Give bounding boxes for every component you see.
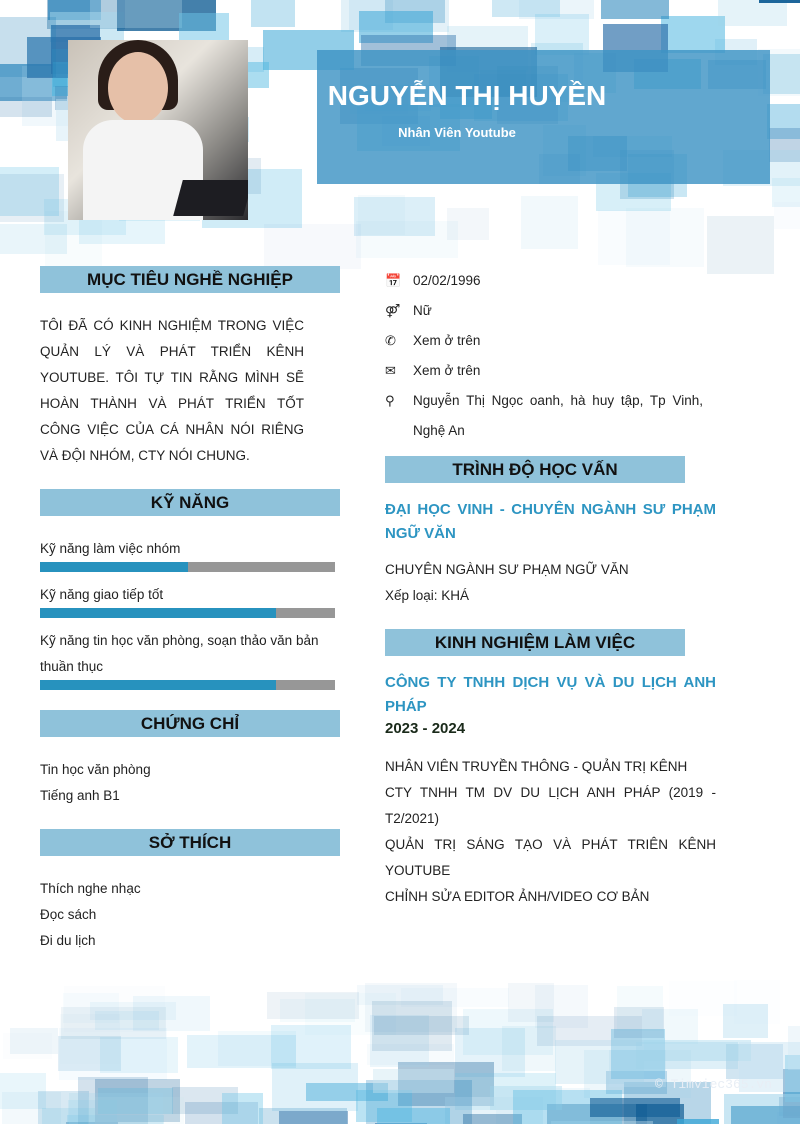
bg-tile <box>759 0 800 3</box>
bg-tile <box>0 97 52 117</box>
bg-tile <box>377 1108 450 1124</box>
bg-tile <box>280 999 355 1022</box>
experience-line: CTY TNHH TM DV DU LỊCH ANH PHÁP (2019 - T2/2021) <box>385 785 716 826</box>
experience-line: QUẢN TRỊ SÁNG TẠO VÀ PHÁT TRIÊN KÊNH YOUTUBE <box>385 837 716 878</box>
email: Xem ở trên <box>413 363 481 378</box>
calendar-icon: 📅 <box>385 273 402 288</box>
bg-tile <box>90 0 182 28</box>
info-address <box>385 386 705 446</box>
bg-tile <box>251 0 295 27</box>
bg-tile <box>373 1069 453 1094</box>
bg-tile <box>774 202 800 229</box>
education-line: Xếp loại: KHÁ <box>385 588 470 603</box>
education-line: CHUYÊN NGÀNH SƯ PHẠM NGỮ VĂN <box>385 562 629 577</box>
bg-tile <box>535 14 589 55</box>
education-heading: TRÌNH ĐỘ HỌC VẤN <box>385 456 685 483</box>
bg-tile <box>521 196 577 249</box>
email-icon: ✉ <box>385 363 396 378</box>
watermark: © Timviec365.vn <box>654 1077 772 1092</box>
bg-tile <box>0 224 67 254</box>
bg-tile <box>133 996 210 1031</box>
info-phone <box>385 326 480 356</box>
phone-icon: ✆ <box>385 333 396 348</box>
bg-tile <box>0 1073 46 1109</box>
bg-tile <box>661 16 725 53</box>
skills-heading: KỸ NĂNG <box>40 489 340 516</box>
bg-tile <box>0 174 64 222</box>
bg-tile <box>617 986 663 1031</box>
location-icon: ⚲ <box>385 393 395 408</box>
bg-tile <box>718 0 786 26</box>
bg-tile <box>358 195 405 235</box>
experience-line: CHỈNH SỬA EDITOR ẢNH/VIDEO CƠ BẢN <box>385 889 650 904</box>
info-gender <box>385 296 432 326</box>
bg-tile <box>601 0 669 19</box>
bg-tile <box>88 1097 183 1124</box>
bg-tile <box>279 1111 348 1124</box>
candidate-name: NGUYỄN THỊ HUYỀN <box>327 80 607 111</box>
info-email <box>385 356 480 386</box>
bg-tile <box>598 210 669 265</box>
bg-tile <box>723 1004 768 1038</box>
certificates-heading: CHỨNG CHỈ <box>40 710 340 737</box>
bg-tile <box>222 1093 262 1124</box>
bg-tile <box>187 1035 296 1068</box>
bg-tile <box>636 1042 738 1068</box>
skill-label: Kỹ năng tin học văn phòng, soạn thảo văn bản thuần thục <box>40 633 319 674</box>
bg-tile <box>179 13 229 40</box>
bg-tile <box>447 208 488 240</box>
name-banner <box>317 50 770 184</box>
certificate-item: Tiếng anh B1 <box>40 788 120 803</box>
bg-tile <box>100 1037 178 1074</box>
job-title: Nhân Viên Youtube <box>398 125 516 140</box>
bg-tile <box>357 985 443 1006</box>
skill-bar <box>40 562 335 572</box>
bg-tile <box>10 1028 58 1053</box>
skill-label: Kỹ năng làm việc nhóm <box>40 541 181 556</box>
experience-heading: KINH NGHIỆM LÀM VIỆC <box>385 629 685 656</box>
address: Nguyễn Thị Ngọc oanh, hà huy tập, Tp Vinh, Nghệ An <box>413 393 703 438</box>
certificate-item: Tin học văn phòng <box>40 762 151 777</box>
skill-bar <box>40 680 335 690</box>
gender: Nữ <box>413 303 432 318</box>
bg-tile <box>555 1040 644 1084</box>
skill-bar <box>40 608 335 618</box>
bg-tile <box>590 1098 680 1117</box>
objective-heading: MỤC TIÊU NGHỀ NGHIỆP <box>40 266 340 293</box>
bg-tile <box>0 17 56 77</box>
bg-tile <box>374 1016 470 1035</box>
bg-tile <box>264 224 361 269</box>
hobby-item: Thích nghe nhạc <box>40 881 141 896</box>
bg-tile <box>724 1094 800 1124</box>
experience-line: NHÂN VIÊN TRUYỀN THÔNG - QUẢN TRỊ KÊNH <box>385 759 688 774</box>
work-period: 2023 - 2024 <box>385 720 466 737</box>
bg-tile <box>707 216 774 274</box>
skill-label: Kỹ năng giao tiếp tốt <box>40 587 164 602</box>
info-birthdate <box>385 266 481 296</box>
profile-photo <box>68 40 248 220</box>
birthdate: 02/02/1996 <box>413 273 481 288</box>
phone: Xem ở trên <box>413 333 481 348</box>
hobbies-heading: SỞ THÍCH <box>40 829 340 856</box>
bg-tile <box>272 1063 358 1111</box>
company-name: CÔNG TY TNHH DỊCH VỤ VÀ DU LỊCH ANH PHÁP <box>385 674 716 715</box>
school-name: ĐẠI HỌC VINH - CHUYÊN NGÀNH SƯ PHẠM NGỮ VĂN <box>385 501 716 542</box>
objective-text: TÔI ĐÃ CÓ KINH NGHIỆM TRONG VIỆC QUẢN LÝ VÀ PHÁT TRIỂN KÊNH YOUTUBE. TÔI TỰ TIN RẰNG MÌNH SẼ HOÀN THÀNH VÀ PHÁT TRIỂN TỐT CÔNG VIỆC CỦA CÁ NHÂN NÓI RIÊNG VÀ ĐỘI NHÓM, CTY NÓI CHUNG. <box>40 318 304 463</box>
bg-tile <box>677 1119 719 1124</box>
hobby-item: Đi du lịch <box>40 933 96 948</box>
bg-tile <box>463 1009 552 1055</box>
gender-icon: ⚤ <box>385 303 401 318</box>
hobby-item: Đọc sách <box>40 907 97 922</box>
